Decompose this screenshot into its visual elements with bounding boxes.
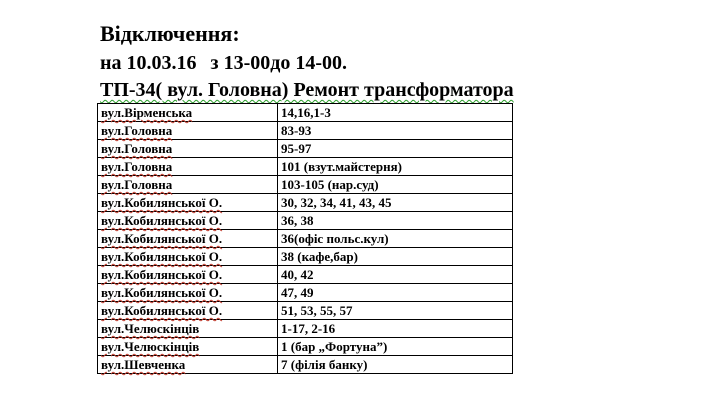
street-name: вул.Головна xyxy=(101,141,173,156)
street-name: вул.Шевченка xyxy=(101,357,186,372)
table-row xyxy=(98,212,513,230)
houses-cell: 14,16,1-3 xyxy=(278,104,513,122)
street-cell xyxy=(98,194,278,212)
street-name: вул.Кобилянської О. xyxy=(101,285,223,300)
outage-table xyxy=(97,103,513,374)
street-cell xyxy=(98,104,278,122)
street-name: вул.Кобилянської О. xyxy=(101,213,223,228)
street-cell xyxy=(98,122,278,140)
street-cell xyxy=(98,356,278,374)
houses-cell: 7 (філія банку) xyxy=(278,356,513,374)
table-row xyxy=(98,338,513,356)
table-row xyxy=(98,248,513,266)
street-cell xyxy=(98,176,278,194)
street-name: вул.Головна xyxy=(101,177,173,192)
outage-date-line xyxy=(100,50,347,76)
street-name: вул.Кобилянської О. xyxy=(101,303,223,318)
street-cell xyxy=(98,320,278,338)
street-cell xyxy=(98,140,278,158)
street-name: вул.Кобилянської О. xyxy=(101,267,223,282)
street-cell xyxy=(98,302,278,320)
street-name: вул.Вірменська xyxy=(101,105,193,120)
table-row xyxy=(98,194,513,212)
table-row xyxy=(98,266,513,284)
table-row xyxy=(98,302,513,320)
street-name: вул.Челюскінців xyxy=(101,339,200,354)
substation-line: ТП-34( вул. Головна) Ремонт трансформатора xyxy=(100,79,514,101)
street-cell xyxy=(98,284,278,302)
table-row xyxy=(98,104,513,122)
houses-cell: 1 (бар „Фортуна”) xyxy=(278,338,513,356)
houses-cell: 30, 32, 34, 41, 43, 45 xyxy=(278,194,513,212)
street-cell xyxy=(98,338,278,356)
houses-cell: 38 (кафе,бар) xyxy=(278,248,513,266)
table-row xyxy=(98,320,513,338)
street-name: вул.Головна xyxy=(101,159,173,174)
table-row xyxy=(98,122,513,140)
street-cell xyxy=(98,266,278,284)
street-name: вул.Головна xyxy=(101,123,173,138)
houses-cell: 36, 38 xyxy=(278,212,513,230)
outage-time: з 13-00до 14-00. xyxy=(210,52,348,74)
table-row xyxy=(98,230,513,248)
houses-cell: 1-17, 2-16 xyxy=(278,320,513,338)
table-row xyxy=(98,176,513,194)
table-row xyxy=(98,356,513,374)
street-cell xyxy=(98,158,278,176)
street-name: вул.Кобилянської О. xyxy=(101,231,223,246)
street-name: вул.Челюскінців xyxy=(101,321,200,336)
houses-cell: 83-93 xyxy=(278,122,513,140)
houses-cell: 47, 49 xyxy=(278,284,513,302)
table-row xyxy=(98,158,513,176)
street-cell xyxy=(98,248,278,266)
street-name: вул.Кобилянської О. xyxy=(101,195,223,210)
street-cell xyxy=(98,212,278,230)
houses-cell: 101 (взут.майстерня) xyxy=(278,158,513,176)
table-row xyxy=(98,284,513,302)
houses-cell: 95-97 xyxy=(278,140,513,158)
houses-cell: 40, 42 xyxy=(278,266,513,284)
table-row xyxy=(98,140,513,158)
houses-cell: 36(офіс польс.кул) xyxy=(278,230,513,248)
houses-cell: 51, 53, 55, 57 xyxy=(278,302,513,320)
street-cell xyxy=(98,230,278,248)
page-title: Відключення: xyxy=(100,21,240,46)
outage-date: на 10.03.16 xyxy=(100,52,197,74)
street-name: вул.Кобилянської О. xyxy=(101,249,223,264)
houses-cell: 103-105 (нар.суд) xyxy=(278,176,513,194)
